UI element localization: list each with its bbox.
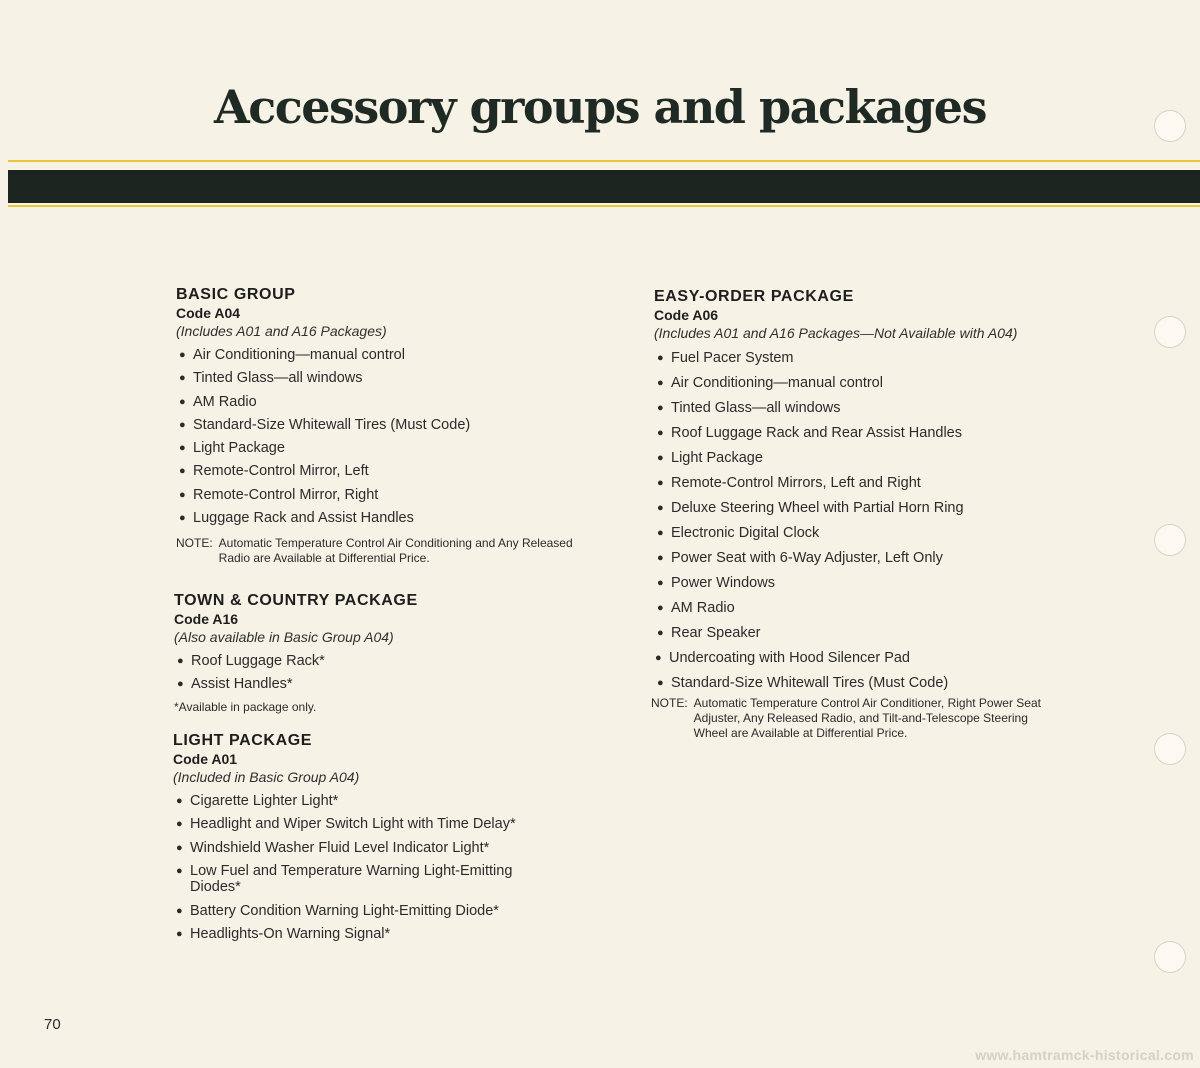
list-item: ● AM Radio — [654, 596, 1074, 621]
bullet-icon: ● — [657, 577, 664, 589]
list-item: ● Power Seat with 6-Way Adjuster, Left Only — [654, 546, 1074, 571]
bullet-icon: ● — [179, 442, 186, 455]
list-item: ● Headlights-On Warning Signal* — [173, 923, 573, 946]
bullet-icon: ● — [655, 652, 662, 664]
section-subtitle: (Included in Basic Group A04) — [173, 769, 360, 785]
header-rule-top — [8, 160, 1200, 162]
list-item: ● Windshield Washer Fluid Level Indicator Light* — [173, 837, 573, 860]
bullet-icon: ● — [657, 552, 664, 564]
bullet-icon: ● — [179, 418, 186, 431]
bullet-icon: ● — [179, 372, 186, 385]
section-title: EASY-ORDER PACKAGE — [654, 288, 854, 305]
list-item: ● Assist Handles* — [174, 673, 574, 696]
easy-order-list — [654, 346, 1074, 696]
easy-order-section — [651, 288, 1074, 741]
bullet-icon: ● — [657, 352, 664, 364]
town-country-list — [174, 650, 574, 697]
bullet-icon: ● — [657, 452, 664, 464]
list-item: ● AM Radio — [176, 391, 576, 414]
page-title: Accessory groups and packages — [214, 80, 986, 134]
list-item: ● Remote-Control Mirror, Left — [176, 460, 576, 483]
light-package-list — [173, 790, 573, 946]
bullet-icon: ● — [657, 427, 664, 439]
light-package-section — [173, 732, 573, 946]
list-item: ● Remote-Control Mirror, Right — [176, 484, 576, 507]
bullet-icon: ● — [176, 818, 183, 831]
binder-hole — [1154, 524, 1186, 556]
section-code: Code A04 — [176, 305, 241, 321]
binder-hole — [1154, 941, 1186, 973]
basic-group-list — [176, 344, 576, 530]
bullet-icon: ● — [657, 602, 664, 614]
list-item: ● Fuel Pacer System — [654, 346, 1074, 371]
bullet-icon: ● — [179, 349, 186, 361]
bullet-icon: ● — [657, 627, 664, 639]
header-band — [8, 170, 1200, 203]
section-subtitle: (Includes A01 and A16 Packages) — [176, 323, 387, 339]
list-item: ● Deluxe Steering Wheel with Partial Horn Ring — [654, 496, 1074, 521]
binder-hole — [1154, 316, 1186, 348]
list-item: ● Rear Speaker — [654, 621, 1074, 646]
section-subtitle: (Also available in Basic Group A04) — [174, 629, 394, 645]
list-item: ● Light Package — [654, 446, 1074, 471]
note-text: Automatic Temperature Control Air Conditioning and Any Released Radio are Available at Differential Price. — [218, 536, 573, 566]
bullet-icon: ● — [177, 655, 184, 667]
section-note — [176, 536, 576, 566]
footnote: *Available in package only. — [174, 699, 317, 714]
list-item: ● Standard-Size Whitewall Tires (Must Code) — [654, 671, 1074, 696]
list-item: ● Light Package — [176, 437, 576, 460]
list-item: ● Undercoating with Hood Silencer Pad — [652, 646, 1074, 671]
list-item: ● Air Conditioning—manual control — [176, 344, 576, 367]
bullet-icon: ● — [657, 502, 664, 514]
note-label: NOTE: — [651, 696, 688, 710]
bullet-icon: ● — [179, 512, 186, 525]
section-subtitle: (Includes A01 and A16 Packages—Not Available with A04) — [654, 325, 1018, 341]
bullet-icon: ● — [177, 678, 184, 691]
list-item: ● Tinted Glass—all windows — [176, 367, 576, 390]
bullet-icon: ● — [176, 841, 183, 854]
bullet-icon: ● — [657, 377, 664, 389]
bullet-icon: ● — [176, 904, 183, 917]
list-item: ● Cigarette Lighter Light* — [173, 790, 573, 813]
list-item: ● Remote-Control Mirrors, Left and Right — [654, 471, 1074, 496]
bullet-icon: ● — [176, 928, 183, 941]
list-item: ● Electronic Digital Clock — [654, 521, 1074, 546]
list-item: ● Standard-Size Whitewall Tires (Must Code) — [176, 414, 576, 437]
watermark: www.hamtramck-historical.com — [975, 1047, 1194, 1063]
bullet-icon: ● — [657, 527, 664, 539]
bullet-icon: ● — [176, 795, 183, 807]
page-number: 70 — [44, 1016, 61, 1033]
list-item: ● Roof Luggage Rack and Rear Assist Handles — [654, 421, 1074, 446]
section-code: Code A01 — [173, 751, 238, 767]
list-item: ● Low Fuel and Temperature Warning Light-Emitting Diodes* — [176, 862, 513, 895]
bullet-icon: ● — [179, 395, 186, 408]
section-title: TOWN & COUNTRY PACKAGE — [174, 592, 418, 609]
bullet-icon: ● — [657, 477, 664, 489]
note-label: NOTE: — [176, 536, 213, 551]
binder-hole — [1154, 733, 1186, 765]
list-item: ● Luggage Rack and Assist Handles — [176, 507, 576, 530]
note-text: Automatic Temperature Control Air Conditioner, Right Power Seat Adjuster, Any Released Radio, and Tilt-and-Telescope Steering Wheel are Available at Differential Price. — [693, 696, 1041, 740]
list-item: ● Tinted Glass—all windows — [654, 396, 1074, 421]
basic-group-section — [176, 286, 576, 566]
list-item: ● Roof Luggage Rack* — [174, 650, 574, 673]
section-note — [651, 696, 1041, 741]
town-country-section — [174, 592, 574, 714]
section-title: LIGHT PACKAGE — [173, 732, 313, 749]
list-item: ● Power Windows — [654, 571, 1074, 596]
section-code: Code A16 — [174, 611, 239, 627]
list-item: ● Battery Condition Warning Light-Emitting Diode* — [173, 900, 573, 923]
bullet-icon: ● — [176, 864, 183, 877]
list-item: ● Air Conditioning—manual control — [654, 371, 1074, 396]
binder-hole — [1154, 110, 1186, 142]
bullet-icon: ● — [179, 488, 186, 501]
bullet-icon: ● — [657, 402, 664, 414]
bullet-icon: ● — [179, 465, 186, 478]
section-code: Code A06 — [654, 307, 719, 323]
header-rule-bottom — [8, 205, 1200, 207]
section-title: BASIC GROUP — [176, 286, 296, 303]
bullet-icon: ● — [657, 677, 664, 689]
list-item: ● Headlight and Wiper Switch Light with Time Delay* — [173, 813, 573, 836]
